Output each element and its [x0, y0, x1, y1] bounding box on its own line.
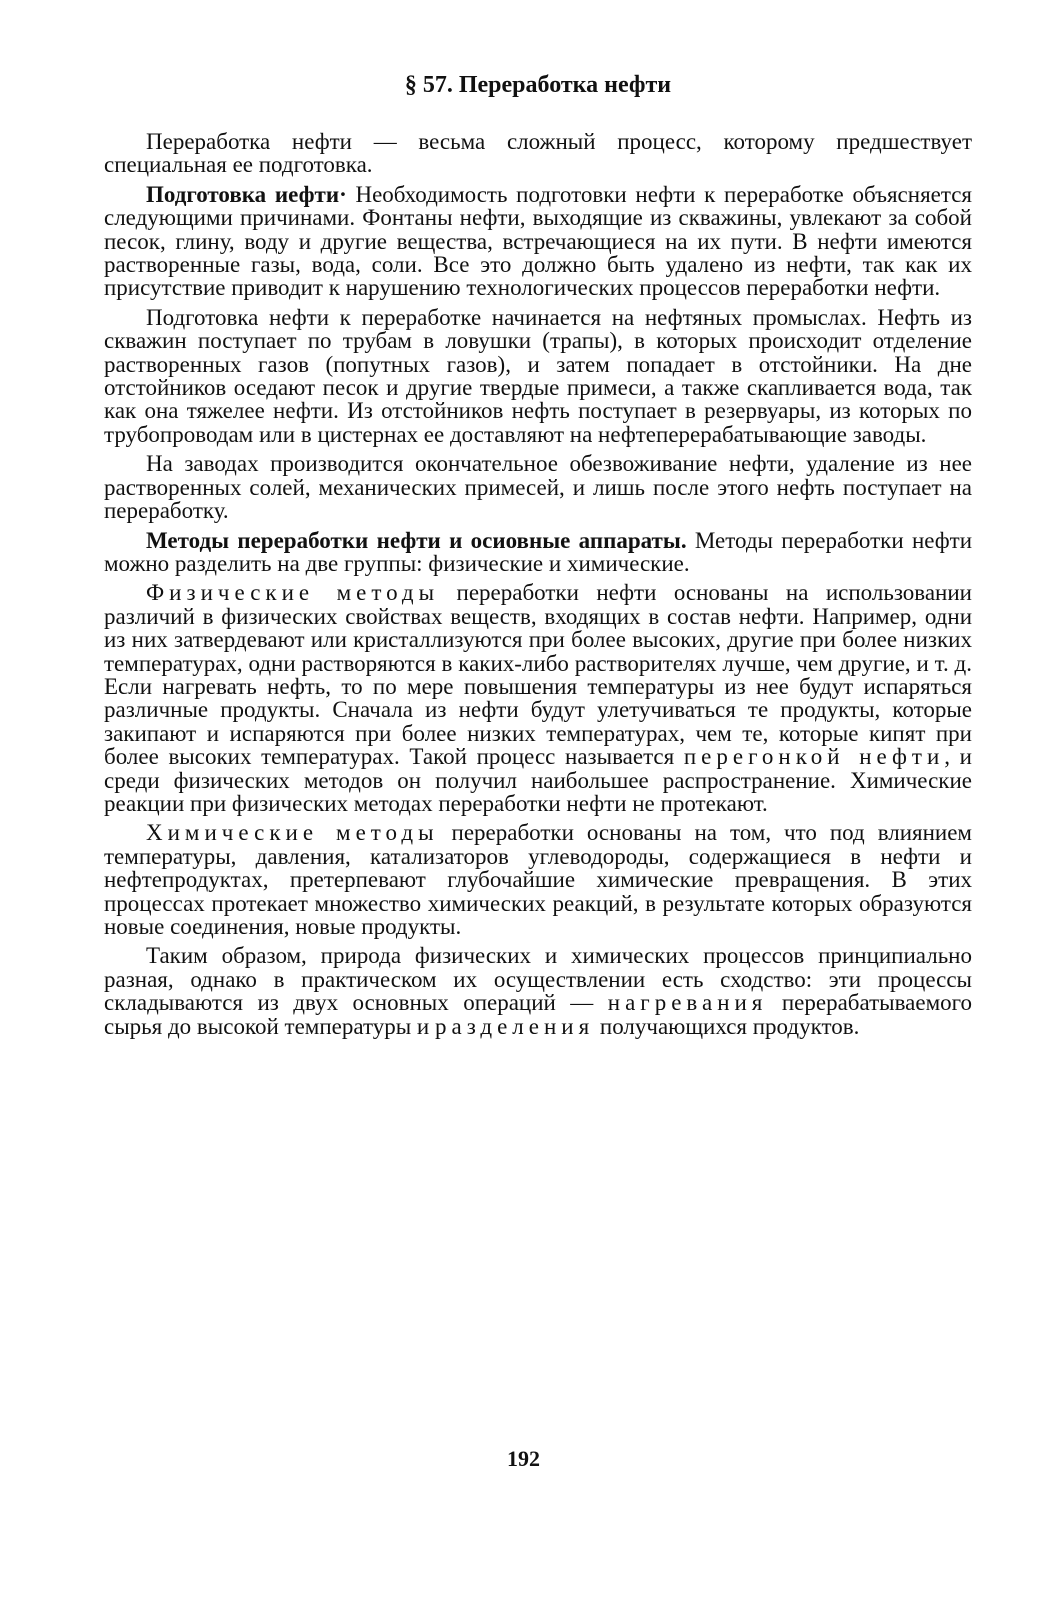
- paragraph-text: Методы переработки нефти можно разделить на две группы: физические и химические.: [104, 527, 972, 576]
- paragraph-intro: Переработка нефти — весьма сложный процесс, которому предшествует специальная ее подготовка.: [104, 129, 972, 178]
- paragraph-text: Необходимость подготовки нефти к переработке объясняется следующими причинами. Фонтаны нефти, выходящие из скважины, увлекают за собой песок, глину, воду и другие вещества, встречающиеся на их пути. В нефти имеются растворенные газы, вода, соли. Все это должно быть удалено из нефти, так как их присутствие приводит к нарушению технологических процессов переработки нефти.: [104, 181, 972, 301]
- paragraph-conclusion: [104, 944, 972, 1038]
- paragraph-text: получающихся продуктов.: [594, 1013, 860, 1039]
- paragraph-methods: [104, 529, 972, 576]
- subheading-oil-preparation: Подготовка иефти·: [146, 181, 347, 207]
- book-page: [104, 70, 972, 1044]
- term-heating: нагревания: [607, 990, 768, 1016]
- subheading-methods: Методы переработки нефти и осиовные аппараты.: [146, 527, 687, 553]
- page-number: 192: [507, 1446, 540, 1471]
- paragraph-text: переработки нефти основаны на использовании различий в физических свойствах веществ, входящих в состав нефти. Например, одни из них затвердевают или кристаллизуются при более высоких, другие при более низких температурах, одни растворяются в каких-либо растворителях лучше, чем другие, и т. д. Если нагревать нефть, то по мере повышения температуры из нее будут испаряться различные продукты. Сначала из нефти будут улетучиваться те продукты, которые закипают и испаряются при более низких температурах, чем те, которые кипят при более высоких температурах. Такой процесс называется: [104, 580, 972, 770]
- paragraph-chemical-methods: [104, 821, 972, 938]
- term-chemical-methods: Химические методы: [146, 820, 439, 846]
- paragraph-text: , и среди физических методов он получил наибольшее распространение. Химические реакции при физических методах переработки нефти не протекают.: [104, 744, 972, 816]
- paragraph-text: перерабатываемого сырья до высокой температуры и: [104, 990, 972, 1039]
- paragraph-physical-methods: [104, 581, 972, 815]
- section-heading: § 57. Переработка нефти: [404, 72, 672, 98]
- term-distillation: перегонкой нефти: [683, 744, 945, 770]
- term-separation: разделения: [434, 1013, 595, 1039]
- term-physical-methods: Физические методы: [146, 580, 440, 606]
- paragraph-oil-preparation: [104, 183, 972, 300]
- paragraph-oilfield-preparation: Подготовка нефти к переработке начинается на нефтяных промыслах. Нефть из скважин поступает по трубам в ловушки (трапы), в которых происходит отделение растворенных газов (попутных газов), и затем попадает в отстойники. На дне отстойников оседают песок и другие твердые примеси, а также скапливается вода, так как она тяжелее нефти. Из отстойников нефть поступает в резервуары, из которых по трубопроводам или в цистернах ее доставляют на нефтеперерабатывающие заводы.: [104, 304, 972, 447]
- paragraph-plant-treatment: На заводах производится окончательное обезвоживание нефти, удаление из нее растворенных солей, механических примесей, и лишь после этого нефть поступает на переработку.: [104, 451, 972, 524]
- paragraph-text: Таким образом, природа физических и химических процессов принципиально разная, однако в практическом их осуществлении есть сходство: эти процессы складываются из двух основных операций —: [104, 943, 972, 1016]
- paragraph-text: переработки основаны на том, что под влиянием температуры, давления, катализаторов углеводороды, содержащиеся в нефти и нефтепродуктах, претерпевают глубочайшие химические превращения. В этих процессах протекает множество химических реакций, в результате которых образуются новые соединения, новые продукты.: [104, 820, 972, 939]
